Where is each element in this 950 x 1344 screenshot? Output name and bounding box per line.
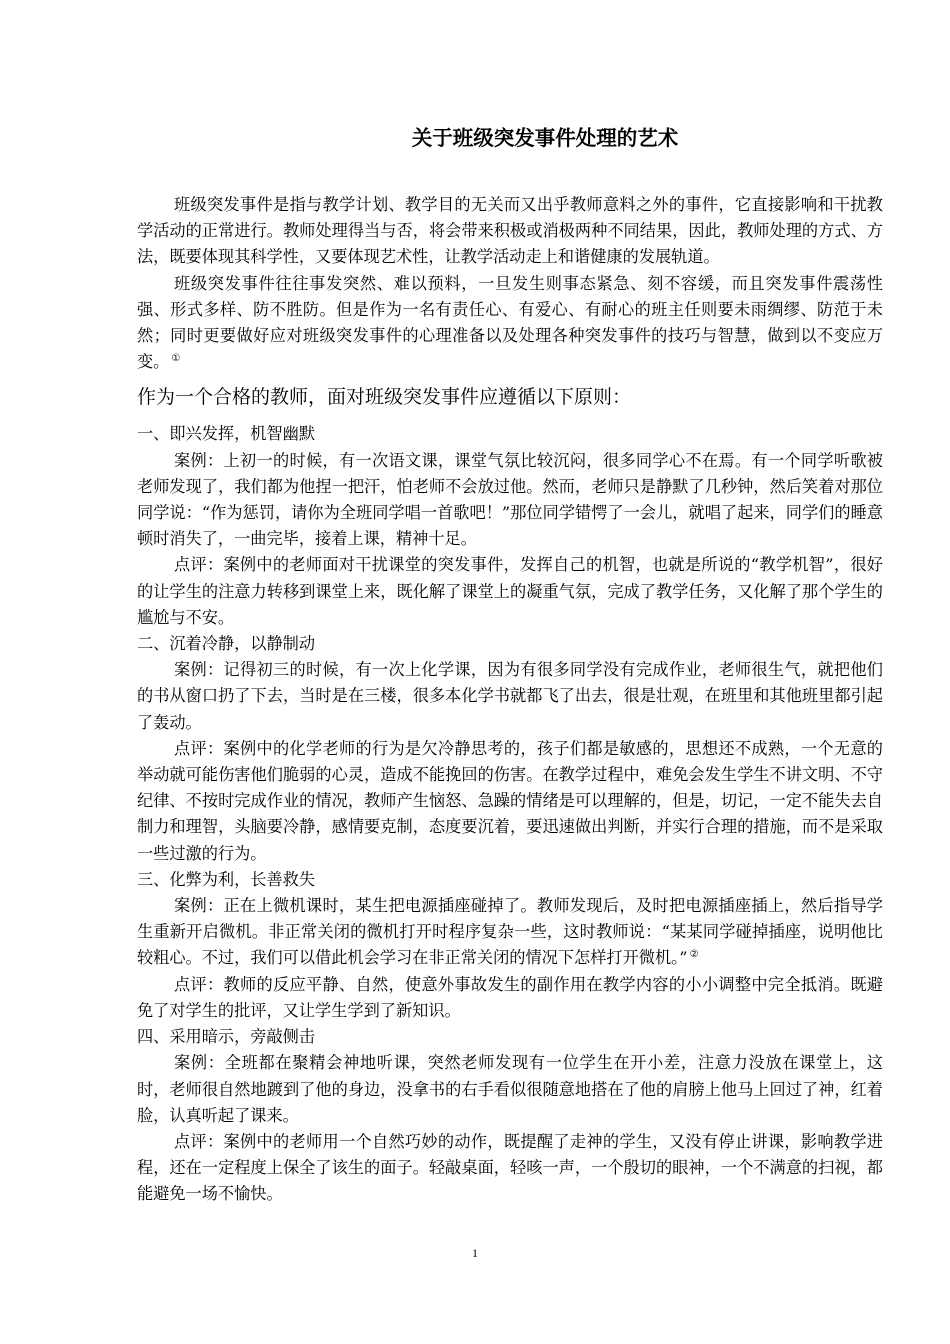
comment-paragraph-3: 点评：教师的反应平静、自然，使意外事故发生的副作用在教学内容的小小调整中完全抵消。既避免了对学生的批评，又让学生学到了新知识。 <box>137 974 883 1020</box>
page-number: 1 <box>472 1246 478 1260</box>
footnote-marker-2[interactable]: ② <box>689 949 699 961</box>
section-heading-3: 三、化弊为利，长善救失 <box>137 869 316 889</box>
footnote-marker-1[interactable]: ① <box>171 352 181 364</box>
comment-paragraph-2: 点评：案例中的化学老师的行为是欠冷静思考的，孩子们都是敏感的，思想还不成熟，一个无意的举动就可能伤害他们脆弱的心灵，造成不能挽回的伤害。在教学过程中，难免会发生学生不讲文明、不守纪律、不按时完成作业的情况，教师产生恼怒、急躁的情绪是可以理解的，但是，切记，一定不能失去自制力和理智，头脑要冷静，感情要克制，态度要沉着，要迅速做出判断，并实行合理的措施，而不是采取一些过激的行为。 <box>137 738 883 863</box>
comment-paragraph-4: 点评：案例中的老师用一个自然巧妙的动作，既提醒了走神的学生，又没有停止讲课，影响教学进程，还在一定程度上保全了该生的面子。轻敲桌面，轻咳一声，一个殷切的眼神，一个不满意的扫视，都能避免一场不愉快。 <box>137 1131 883 1204</box>
section-heading-1: 一、即兴发挥，机智幽默 <box>137 424 316 444</box>
section-heading-4: 四、采用暗示，旁敲侧击 <box>137 1027 316 1047</box>
principles-heading: 作为一个合格的教师，面对班级突发事件应遵循以下原则： <box>137 386 632 409</box>
case-paragraph-3-text: 案例：正在上微机课时，某生把电源插座碰掉了。教师发现后，及时把电源插座插上，然后指导学生重新开启微机。非正常关闭的微机打开时程序复杂一些，这时教师说：“某某同学碰掉插座，说明他比较粗心。不过，我们可以借此机会学习在非正常关闭的情况下怎样打开微机。” <box>137 896 883 968</box>
intro-paragraph-2 <box>137 271 883 376</box>
document-title: 关于班级突发事件处理的艺术 <box>411 126 679 150</box>
case-paragraph-1: 案例：上初一的时候，有一次语文课，课堂气氛比较沉闷，很多同学心不在焉。有一个同学听歌被老师发现了，我们都为他捏一把汗，怕老师不会放过他。然而，老师只是静默了几秒钟，然后笑着对那位同学说：“作为惩罚，请你为全班同学唱一首歌吧！”那位同学错愕了一会儿，就唱了起来，同学们的睡意顿时消失了，一曲完毕，接着上课，精神十足。 <box>137 450 883 549</box>
comment-paragraph-1: 点评：案例中的老师面对干扰课堂的突发事件，发挥自己的机智，也就是所说的“教学机智”，很好的让学生的注意力转移到课堂上来，既化解了课堂上的凝重气氛，完成了教学任务，又化解了那个学生的尴尬与不安。 <box>137 555 883 627</box>
section-heading-2: 二、沉着冷静，以静制动 <box>137 634 316 654</box>
document-body <box>137 124 883 1208</box>
case-paragraph-4: 案例：全班都在聚精会神地听课，突然老师发现有一位学生在开小差，注意力没放在课堂上，这时，老师很自然地踱到了他的身边，没拿书的右手看似很随意地搭在了他的肩膀上他马上回过了神，红着脸，认真听起了课来。 <box>137 1053 883 1125</box>
intro-paragraph-2-text: 班级突发事件往往事发突然、难以预料，一旦发生则事态紧急、刻不容缓，而且突发事件震荡性强、形式多样、防不胜防。但是作为一名有责任心、有爱心、有耐心的班主任则要未雨绸缪、防范于未然；同时更要做好应对班级突发事件的心理准备以及处理各种突发事件的技巧与智慧，做到以不变应万变。 <box>137 273 883 372</box>
intro-paragraph-1: 班级突发事件是指与教学计划、教学目的无关而又出乎教师意料之外的事件，它直接影响和干扰教学活动的正常进行。教师处理得当与否，将会带来积极或消极两种不同结果，因此，教师处理的方式、方法，既要体现其科学性，又要体现艺术性，让教学活动走上和谐健康的发展轨道。 <box>137 195 883 267</box>
case-paragraph-2: 案例：记得初三的时候，有一次上化学课，因为有很多同学没有完成作业，老师很生气，就把他们的书从窗口扔了下去，当时是在三楼，很多本化学书就都飞了出去，很是壮观，在班里和其他班里都引起了轰动。 <box>137 660 883 732</box>
case-paragraph-3 <box>137 893 883 972</box>
